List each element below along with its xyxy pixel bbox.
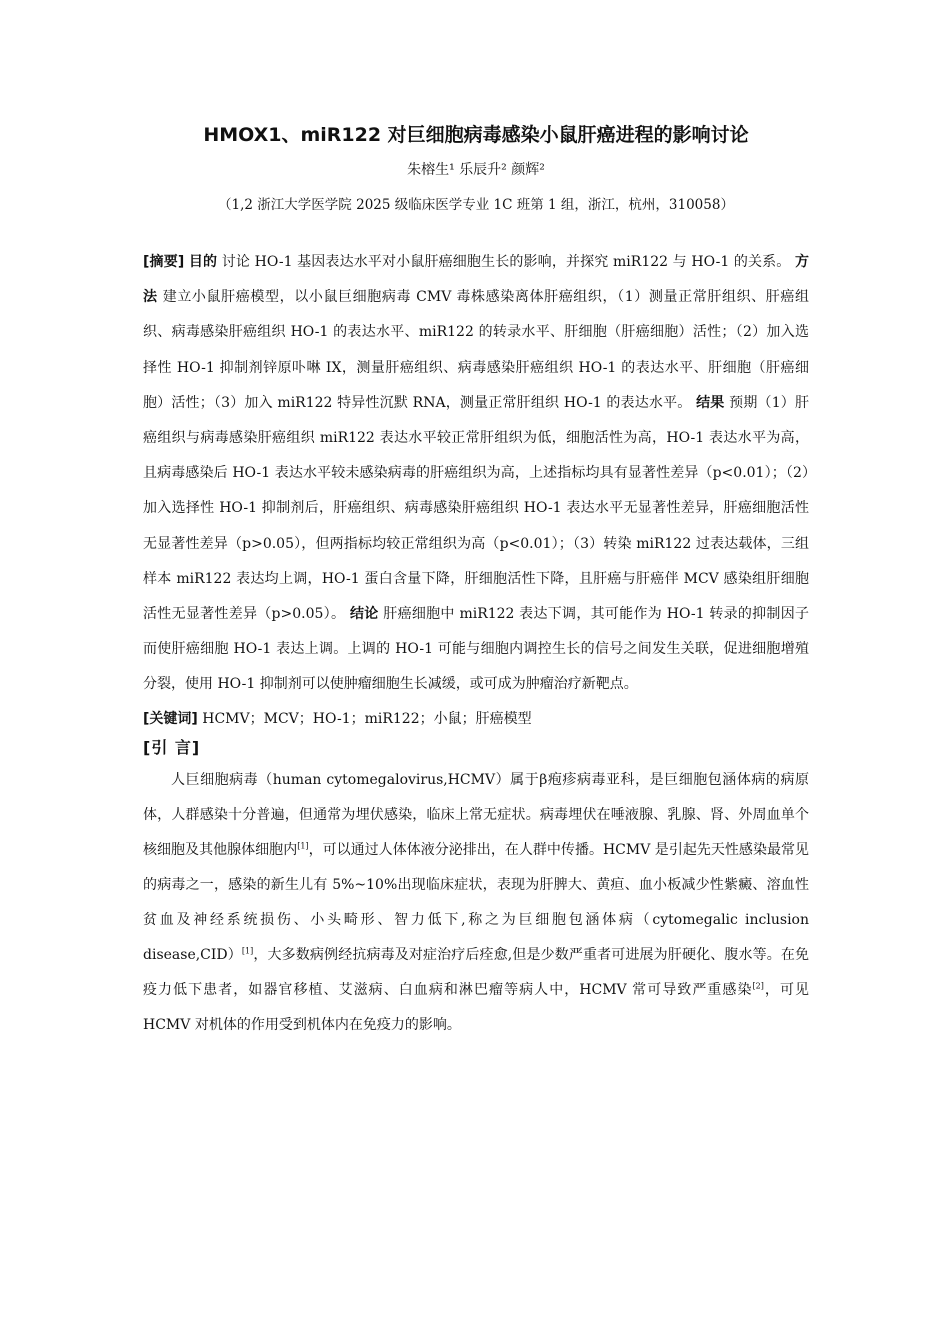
intro-text-2: ，可以通过人体体液分泌排出，在人群中传播。HCMV 是引起先天性感染最常见的病毒之一，感染的新生儿有 5%~10%出现临床症状，表现为肝脾大、黄疸、血小板减少性紫癜、溶血性贫血及神经系统损伤、小头畸形、智力低下,称之为巨细胞包涵体病（cytomegalic inclusion disease,CID）: [143, 841, 809, 963]
keywords-label: [关键词]: [143, 710, 198, 727]
conclusion-label: 结论: [349, 606, 379, 623]
intro-text-3: ，大多数病例经抗病毒及对症治疗后痊愈,但是少数严重者可进展为肝硬化、腹水等。在免疫力低下患者，如器官移植、艾滋病、白血病和淋巴瘤等病人中，HCMV 常可导致严重感染: [143, 946, 809, 998]
conclusion-text: 肝癌细胞中 miR122 表达下调，其可能作为 HO-1 转录的抑制因子而使肝癌细胞 HO-1 表达上调。上调的 HO-1 可能与细胞内调控生长的信号之间发生关联，促进细胞增殖分裂，使用 HO-1 抑制剂可以使肿瘤细胞生长减缓，或可成为肿瘤治疗新靶点。: [143, 606, 809, 693]
purpose-label: 目的: [188, 254, 218, 270]
paper-page: [143, 118, 809, 1043]
method-label: 方法: [143, 254, 810, 306]
author-list: 朱榕生¹ 乐辰升² 颜辉²: [407, 162, 545, 178]
keywords: [143, 705, 809, 733]
result-text: 预期（1）肝癌组织与病毒感染肝癌组织 miR122 表达水平较正常肝组织为低，细胞活性为高，HO-1 表达水平为高，且病毒感染后 HO-1 表达水平较未感染病毒的肝癌组织为高，上述指标均具有显著性差异（p<0.01）；（2）加入选择性 HO-1 抑制剂后，肝癌组织、病毒感染肝癌组织 HO-1 表达水平无显著性差异，肝癌细胞活性无显著性差异（p>0.05），但两指标均较正常组织为高（p<0.01）；（3）转染 miR122 过表达载体，三组样本 miR122 表达均上调，HO-1 蛋白含量下降，肝细胞活性下降，且肝癌与肝癌伴 MCV 感染组肝细胞活性无显著性差异（p>0.05）。: [143, 394, 809, 623]
citation-ref: [2]: [752, 980, 764, 990]
intro-heading: [引 言]: [143, 737, 201, 757]
paper-title: HMOX1、miR122 对巨细胞病毒感染小鼠肝癌进程的影响讨论: [203, 124, 749, 146]
abstract: [143, 245, 809, 703]
keywords-text: HCMV；MCV；HO-1；miR122；小鼠；肝癌模型: [202, 710, 532, 727]
citation-ref: [1]: [297, 840, 309, 850]
method-text: 建立小鼠肝癌模型，以小鼠巨细胞病毒 CMV 毒株感染离体肝癌组织，（1）测量正常肝组织、肝癌组织、病毒感染肝癌组织 HO-1 的表达水平、miR122 的转录水平、肝细胞（肝癌细胞）活性；（2）加入选择性 HO-1 抑制剂锌原卟啉 IX，测量肝癌组织、病毒感染肝癌组织 HO-1 的表达水平、肝细胞（肝癌细胞）活性；（3）加入 miR122 特异性沉默 RNA，测量正常肝组织 HO-1 的表达水平。: [143, 289, 810, 411]
intro-paragraph: [143, 763, 809, 1043]
affiliation: （1,2 浙江大学医学院 2025 级临床医学专业 1C 班第 1 组，浙江，杭州，310058）: [218, 197, 734, 213]
result-label: 结果: [696, 394, 725, 411]
intro-text-1: 人巨细胞病毒（human cytomegalovirus,HCMV）属于β疱疹病毒亚科，是巨细胞包涵体病的病原体，人群感染十分普遍，但通常为埋伏感染，临床上常无症状。病毒埋伏在唾液腺、乳腺、肾、外周血单个核细胞及其他腺体细胞内: [143, 771, 809, 858]
purpose-text: 讨论 HO-1 基因表达水平对小鼠肝癌细胞生长的影响，并探究 miR122 与 HO-1 的关系。: [221, 254, 791, 270]
intro-text-4: ，可见 HCMV 对机体的作用受到机体内在免疫力的影响。: [143, 981, 809, 1033]
abstract-label: [摘要]: [143, 254, 185, 270]
citation-ref: [1]: [241, 945, 254, 955]
